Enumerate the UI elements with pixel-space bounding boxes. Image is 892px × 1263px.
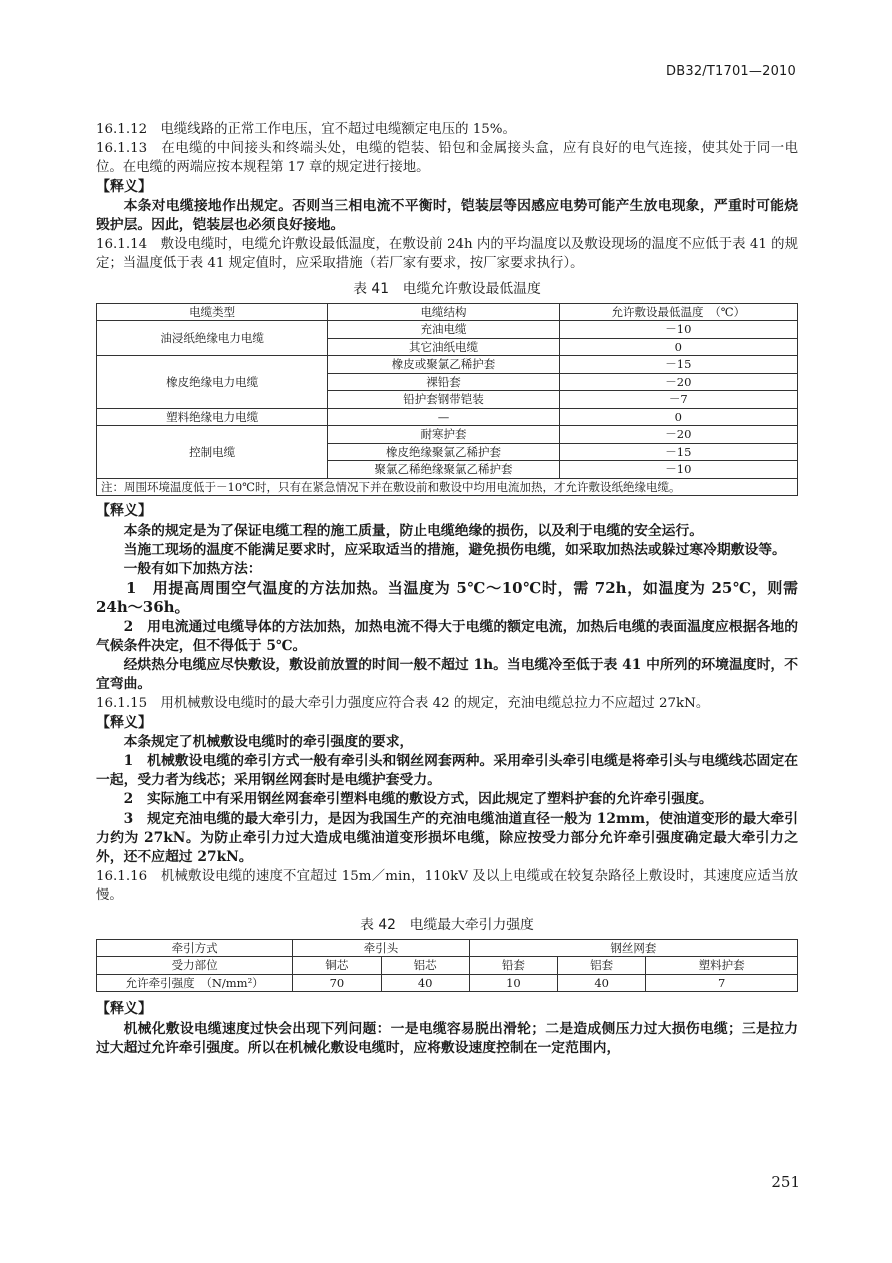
explanation-paragraph: 本条的规定是为了保证电缆工程的施工质量，防止电缆绝缘的损伤，以及利于电缆的安全运行。 xyxy=(123,522,704,539)
table-cell: 0 xyxy=(559,408,797,426)
table-cell: 40 xyxy=(558,974,646,992)
table-cell: －20 xyxy=(559,373,797,391)
table-cell: －10 xyxy=(559,461,797,479)
table-header: 电缆类型 xyxy=(97,303,328,321)
clause-16-1-15: 16.1.15 用机械敷设电缆时的最大牵引力强度应符合表 42 的规定，充油电缆总拉力不应超过 27kN。 xyxy=(96,696,710,712)
table-row xyxy=(97,426,798,444)
table-cell: 橡皮绝缘聚氯乙稀护套 xyxy=(328,443,559,461)
explanation-heading: 【释义】 xyxy=(96,1001,152,1018)
explanation-heading: 【释义】 xyxy=(96,178,152,195)
explanation-heading: 【释义】 xyxy=(96,714,152,731)
table-header: 电缆结构 xyxy=(328,303,559,321)
table-cell: －10 xyxy=(559,321,797,339)
table-header: 牵引头 xyxy=(293,939,470,957)
explanation-paragraph: 2 用电流通过电缆导体的方法加热，加热电流不得大于电缆的额定电流，加热后电缆的表面温度应根据各地的气候条件决定，但不得低于 5℃。 xyxy=(96,618,798,654)
clause-16-1-16: 16.1.16 机械敷设电缆的速度不宜超过 15m／min，110kV 及以上电缆或在较复杂路径上敷设时，其速度应适当放慢。 xyxy=(96,869,798,904)
table-cell: 铜芯 xyxy=(293,957,381,975)
table-header: 钢丝网套 xyxy=(469,939,797,957)
table-row xyxy=(97,957,798,975)
explanation-16-1-16: 机械化敷设电缆速度过快会出现下列问题：一是电缆容易脱出滑轮；二是造成侧压力过大损伤电缆；三是拉力过大超过允许牵引强度。所以在机械化敷设电缆时，应将敷设速度控制在一定范围内， xyxy=(96,1020,798,1056)
table-cell: 塑料绝缘电力电缆 xyxy=(97,408,328,426)
table-row xyxy=(97,321,798,339)
table-cell: 橡皮或聚氯乙稀护套 xyxy=(328,356,559,374)
table-cell: 铝芯 xyxy=(381,957,469,975)
clause-16-1-13: 16.1.13 在电缆的中间接头和终端头处，电缆的铠装、铅包和金属接头盒，应有良好的电气连接，使其处于同一电位。在电缆的两端应按本规程第 17 章的规定进行接地。 xyxy=(96,141,798,176)
table-row xyxy=(97,408,798,426)
table-row xyxy=(97,939,798,957)
table-note: 注：周围环境温度低于－10℃时，只有在紧急情况下并在敷设前和敷设中均用电流加热，才允许敷设纸绝缘电缆。 xyxy=(97,478,798,496)
table-41 xyxy=(96,303,798,497)
clause-16-1-14: 16.1.14 敷设电缆时，电缆允许敷设最低温度，在敷设前 24h 内的平均温度以及敷设现场的温度不应低于表 41 的规定；当温度低于表 41 规定值时，应采取措施（若厂家有要求，按厂家要求执行）。 xyxy=(96,237,798,272)
table-header: 牵引方式 xyxy=(97,939,293,957)
table-cell: 7 xyxy=(646,974,798,992)
table-42 xyxy=(96,939,798,993)
explanation-paragraph: 3 规定充油电缆的最大牵引力，是因为我国生产的充油电缆油道直径一般为 12mm，使油道变形的最大牵引力约为 27kN。为防止牵引力过大造成电缆油道变形损坏电缆，除应按受力部分允许牵引强度确定最大牵引力之外，还不应超过 27kN。 xyxy=(96,810,798,865)
clause-16-1-12: 16.1.12 电缆线路的正常工作电压，宜不超过电缆额定电压的 15%。 xyxy=(96,122,516,137)
table-row xyxy=(97,974,798,992)
explanation-paragraph: 一般有如下加热方法： xyxy=(123,560,262,577)
explanation-paragraph: 经烘热分电缆应尽快敷设，敷设前放置的时间一般不超过 1h。当电缆冷至低于表 41 中所列的环境温度时，不宜弯曲。 xyxy=(96,656,798,693)
table-cell: 油浸纸绝缘电力电缆 xyxy=(97,321,328,356)
table-cell: 控制电缆 xyxy=(97,426,328,479)
document-code: DB32/T1701—2010 xyxy=(666,64,796,79)
explanation-16-1-13: 本条对电缆接地作出规定。否则当三相电流不平衡时，铠装层等因感应电势可能产生放电现象，严重时可能烧毁护层。因此，铠装层也必须良好接地。 xyxy=(96,197,798,234)
table-cell: 其它油纸电缆 xyxy=(328,338,559,356)
table-cell: 塑料护套 xyxy=(646,957,798,975)
table-cell: 受力部位 xyxy=(97,957,293,975)
explanation-heading: 【释义】 xyxy=(96,503,152,520)
table-cell: — xyxy=(328,408,559,426)
table-row xyxy=(97,356,798,374)
table-cell: 铅护套钢带铠装 xyxy=(328,391,559,409)
table-row xyxy=(97,478,798,496)
table-row xyxy=(97,303,798,321)
explanation-paragraph: 1 用提高周围空气温度的方法加热。当温度为 5℃～10℃时，需 72h，如温度为 25℃，则需 24h～36h。 xyxy=(96,579,798,617)
table-cell: －20 xyxy=(559,426,797,444)
table-cell: －7 xyxy=(559,391,797,409)
table-cell: 铝套 xyxy=(558,957,646,975)
table-cell: 70 xyxy=(293,974,381,992)
table-cell: 裸铅套 xyxy=(328,373,559,391)
table-cell: －15 xyxy=(559,443,797,461)
table-header: 允许敷设最低温度 （℃） xyxy=(559,303,797,321)
table-cell: 40 xyxy=(381,974,469,992)
table-cell: 10 xyxy=(469,974,557,992)
table-cell: 铅套 xyxy=(469,957,557,975)
explanation-paragraph: 本条规定了机械敷设电缆时的牵引强度的要求， xyxy=(123,733,414,750)
page-content xyxy=(96,120,798,1058)
table-cell: 充油电缆 xyxy=(328,321,559,339)
explanation-paragraph: 2 实际施工中有采用钢丝网套牵引塑料电缆的敷设方式，因此规定了塑料护套的允许牵引强度。 xyxy=(123,791,713,808)
table-cell: 聚氯乙稀绝缘聚氯乙稀护套 xyxy=(328,461,559,479)
table-41-caption: 表 41 电缆允许敷设最低温度 xyxy=(353,280,541,297)
explanation-paragraph: 当施工现场的温度不能满足要求时，应采取适当的措施，避免损伤电缆，如采取加热法或躲过寒冷期敷设等。 xyxy=(123,541,786,558)
explanation-paragraph: 1 机械敷设电缆的牵引方式一般有牵引头和钢丝网套两种。采用牵引头牵引电缆是将牵引头与电缆线芯固定在一起，受力者为线芯；采用钢丝网套时是电缆护套受力。 xyxy=(96,752,798,789)
page-number: 251 xyxy=(771,1173,800,1191)
table-cell: 橡皮绝缘电力电缆 xyxy=(97,356,328,409)
table-cell: 0 xyxy=(559,338,797,356)
table-cell: 耐寒护套 xyxy=(328,426,559,444)
table-cell: －15 xyxy=(559,356,797,374)
table-cell: 允许牵引强度 （N/mm²） xyxy=(97,974,293,992)
table-42-caption: 表 42 电缆最大牵引力强度 xyxy=(360,916,534,933)
